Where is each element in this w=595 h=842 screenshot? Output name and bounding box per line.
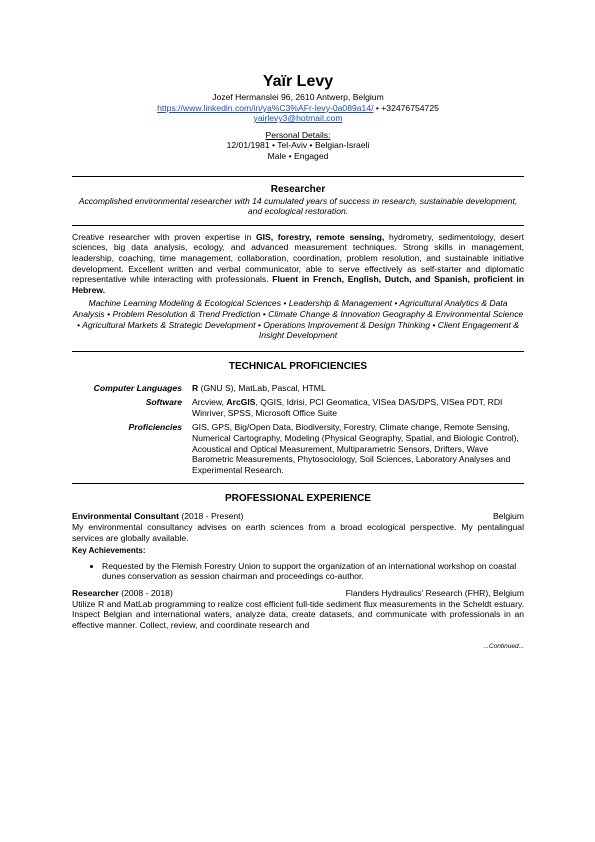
summary-title: Researcher — [270, 183, 326, 195]
tech-row: Proficiencies GIS, GPS, Big/Open Data, Biodiversity, Forestry, Climate change, Remote Sensing, Numerical Cartography, Modeling (Physical Geography, Spatial, and Biologic Control), Acoustical and Optical Measurement, Multiparametric Sensors, Drifters, Wave Barometric Measurements, Phytosociology, Soil Sciences, Laboratory Analyses and Experimental Research. — [72, 422, 524, 475]
divider — [72, 351, 524, 352]
job-description: Utilize R and MatLab programming to realize cost efficient full-tide sediment flux measurements in the Scheldt estuary. Inspect Belgian and international waters, analyze data, create datasets, and communicate with professionals in an effective manner. Collect, review, and coordinate research and — [72, 598, 524, 630]
linkedin-link[interactable]: https://www.linkedin.com/in/ya%C3%AFr-levy-0a089a14/ — [157, 102, 374, 113]
resume-page — [72, 70, 524, 653]
job-description: My environmental consultancy advises on earth sciences from a broad ecological perspective. My pentalingual services are globally available. — [72, 522, 524, 543]
job-location: Flanders Hydraulics' Research (FHR), Belgium — [345, 588, 524, 598]
job-location: Belgium — [492, 511, 524, 522]
job-title: Environmental Consultant — [72, 511, 179, 522]
summary-paragraph: Creative researcher with proven expertise in GIS, forestry, remote sensing, hydrometry, sedimentology, desert sciences, big data analysis, ecology, and advanced measurement techniques. Strong skills in management, leadership, coaching, time management, collaboration, coordination, problem resolution, and sustainable initiative development. Excellent written and verbal communicator, able to serve effectively as self-starter and diplomatic representative while interacting with professionals. Fluent in French, English, Dutch, and Spanish, proficient in Hebrew. — [72, 231, 525, 295]
core-skills: Machine Learning Modeling & Ecological Sciences • Leadership & Management • Agricultural Analytics & Data Analysis • Problem Resolution & Trend Prediction • Climate Change & Innovation Geography & Environmental Science • Agricultural Markets & Strategic Development • Operations Improvement & Design Thinking • Client Engagement & Insight Development — [72, 298, 524, 341]
experience-title: PROFESSIONAL EXPERIENCE — [225, 493, 371, 505]
personal-details-line: 12/01/1981 • Tel-Aviv • Belgian-Israeli — [226, 140, 370, 151]
tech-label: Proficiencies — [128, 422, 182, 433]
personal-details-title: Personal Details: — [265, 129, 331, 140]
job-header: Researcher (2008 - 2018) Flanders Hydraulics' Research (FHR), Belgium — [72, 588, 524, 598]
divider — [72, 225, 524, 226]
tech-row: Software Arcview, ArcGIS, QGIS, Idrisi, PCI Geomatica, VISea DAS/DPS, VISea PDT, RDI Winriver, SPSS, Microsoft Office Suite — [72, 397, 524, 418]
continued-note: ...Continued... — [483, 643, 524, 651]
divider — [72, 483, 524, 484]
contact-line — [72, 103, 524, 114]
resume-header — [72, 72, 524, 162]
tech-label: Software — [145, 397, 182, 408]
key-achievements-title: Key Achievements: — [72, 546, 146, 556]
contact-separator: • — [373, 102, 382, 113]
achievement-list — [72, 561, 524, 582]
technical-title: TECHNICAL PROFICIENCIES — [228, 360, 368, 372]
email-link[interactable]: yairlevy3@hotmail.com — [253, 113, 343, 124]
address: Jozef Hermanslei 96, 2610 Antwerp, Belgium — [212, 92, 384, 102]
tech-row: Computer Languages R (GNU S), MatLab, Pascal, HTML — [72, 383, 524, 394]
achievement-item: • Requested by the Flemish Forestry Union to support the organization of an international workshop on coastal dunes conservation as session chairman and proceedings co-author. — [102, 561, 524, 582]
job-header: Environmental Consultant (2018 - Present) Belgium — [72, 511, 524, 522]
divider — [72, 176, 524, 177]
candidate-name: Yaïr Levy — [262, 73, 334, 90]
tech-label: Computer Languages — [93, 382, 182, 393]
personal-details-line: Male • Engaged — [267, 150, 329, 161]
job-title: Researcher — [72, 588, 119, 598]
summary-tagline: Accomplished environmental researcher with 14 cumulated years of success in research, sustainable development, and ecological restoration. — [78, 195, 518, 217]
phone: +32476754725 — [381, 102, 439, 113]
